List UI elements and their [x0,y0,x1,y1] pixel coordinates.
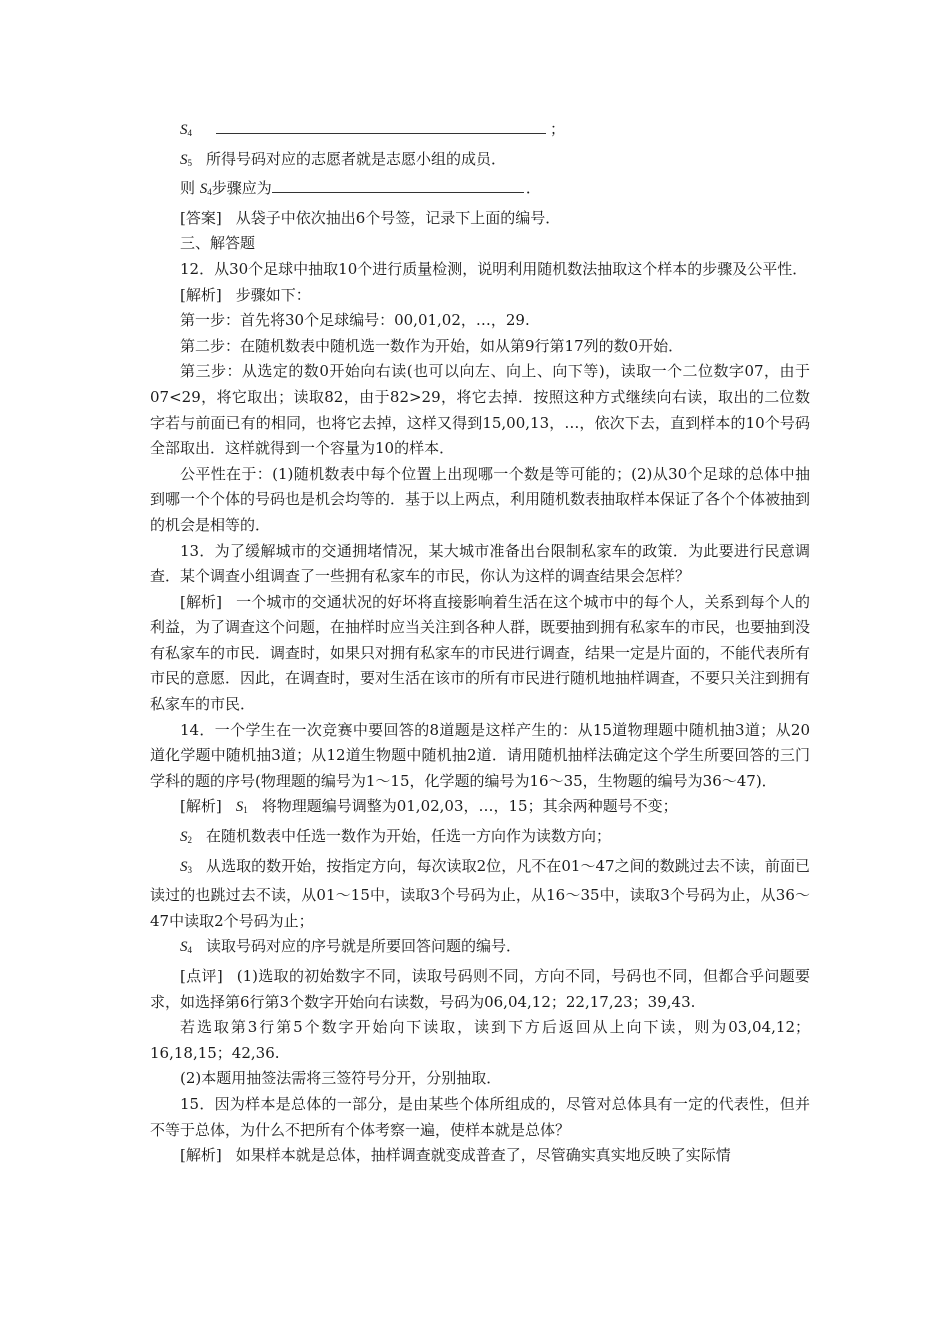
answer-tag: [答案] [180,208,222,227]
analysis-14-s4: $S_4$ 读取号码对应的序号就是所要回答问题的编号． [180,937,522,956]
analysis-12-step2: 第二步：在随机数表中随机选一数作为开始，如从第9行第17列的数0开始． [180,336,684,355]
analysis-14-s2: $S_2$ 在随机数表中任选一数作为开始，任选一方向作为读数方向； [180,827,612,846]
fill-in-blank [272,176,524,193]
review-14-part2: 若选取第3行第5个数字开始向下读取，读到下方后返回从上向下读，则为03,04,12；16,18,15；42,36. [150,1018,810,1062]
step-label: $S_4$ [180,122,192,138]
analysis-12-step3: 第三步：从选定的数0开始向右读(也可以向左、向上、向下等)，读取一个二位数字07，由于07<29，将它取出；读取82，由于82>29，将它去掉．按照这种方式继续向右读，取出的二位数字若与前面已有的相同，也将它去掉，这样又得到15,00,13，…，依次下去，直到样本的10个号码全部取出．这样就得到一个容量为10的样本． [150,362,810,458]
step-s5-line: $S_5$ 所得号码对应的志愿者就是志愿小组的成员． [180,149,507,168]
analysis-13: [解析] 一个城市的交通状况的好坏将直接影响着生活在这个城市中的每个人，关系到每个人的利益，为了调查这个问题，在抽样时应当关注到各种人群，既要抽到拥有私家车的市民，也要抽到没有私家车的市民．调查时，如果只对拥有私家车的市民进行调查，结果一定是片面的，不能代表所有市民的意愿．因此，在调查时，要对生活在该市的所有市民进行随机地抽样调查，不要只关注到拥有私家车的市民． [150,592,811,714]
fill-in-blank [216,117,546,134]
step-label: $S_4$ [180,939,192,956]
analysis-tag: [解析] [180,797,222,816]
fill-question-line: 则 $S_4$步骤应为 ． [150,176,810,206]
analysis-14-s1: [解析] $S_1$ 将物理题编号调整为01,02,03，…，15；其余两种题号不变； [180,797,678,816]
analysis-15: [解析] 如果样本就是总体，抽样调查就变成普查了，尽管确实真实地反映了实际情 [180,1146,731,1165]
question-13: 13．为了缓解城市的交通拥堵情况，某大城市准备出台限制私家车的政策．为此要进行民意调查．某个调查小组调查了一些拥有私家车的市民，你认为这样的调查结果会怎样？ [150,541,810,586]
analysis-tag: [解析] [180,1146,222,1165]
analysis-tag: [解析] [180,592,223,611]
step-s4-blank-line: $S_4$ ； [150,117,810,147]
analysis-12-intro: [解析] 步骤如下： [180,285,311,304]
answer-line: [答案] 从袋子中依次抽出6个号签，记录下上面的编号． [180,208,561,227]
document-body [150,117,810,1169]
step-label: $S_5$ [180,151,192,168]
review-14-part3: (2)本题用抽签法需将三签符号分开，分别抽取． [180,1069,502,1088]
analysis-12-fairness: 公平性在于：(1)随机数表中每个位置上出现哪一个数是等可能的；(2)从30个足球的总体中抽到哪一个个体的号码也是机会均等的．基于以上两点，利用随机数表抽取样本保证了各个个体被抽到的机会是相等的． [150,464,811,534]
step-label: $S_1$ [235,799,248,816]
step-label: $S_2$ [180,829,192,846]
analysis-tag: [解析] [180,285,222,304]
question-12: 12．从30个足球中抽取10个进行质量检测，说明利用随机数法抽取这个样本的步骤及公平性． [180,259,808,278]
review-14-part1: [点评] (1)选取的初始数字不同，读取号码则不同，方向不同，号码也不同，但都合乎问题要求，如选择第6行第3个数字开始向右读数，号码为06,04,12；22,17,23；39,43. [150,967,810,1011]
question-15: 15．因为样本是总体的一部分，是由某些个体所组成的，尽管对总体具有一定的代表性，但并不等于总体，为什么不把所有个体考察一遍，使样本就是总体？ [150,1094,810,1139]
step-label: $S_4$ [199,181,212,198]
review-tag: [点评] [180,967,223,985]
question-14: 14．一个学生在一次竞赛中要回答的8道题是这样产生的：从15道物理题中随机抽3道；从20道化学题中随机抽3道；从12道生物题中随机抽2道．请用随机抽样法确定这个学生所要回答的三门学科的题的序号(物理题的编号为1～15，化学题的编号为16～35，生物题的编号为36～47)． [150,720,810,790]
analysis-12-step1: 第一步：首先将30个足球编号：00,01,02，…，29. [180,311,530,330]
section-heading: 三、解答题 [180,234,256,253]
step-label: $S_3$ [180,858,192,875]
analysis-14-s3: $S_3$ 从选取的数开始，按指定方向，每次读取2位，凡不在01～47之间的数跳过去不读，前面已读过的也跳过去不读，从01～15中，读取3个号码为止，从16～35中，读取3个号码为止，从36～47中读取2个号码为止； [150,856,810,930]
